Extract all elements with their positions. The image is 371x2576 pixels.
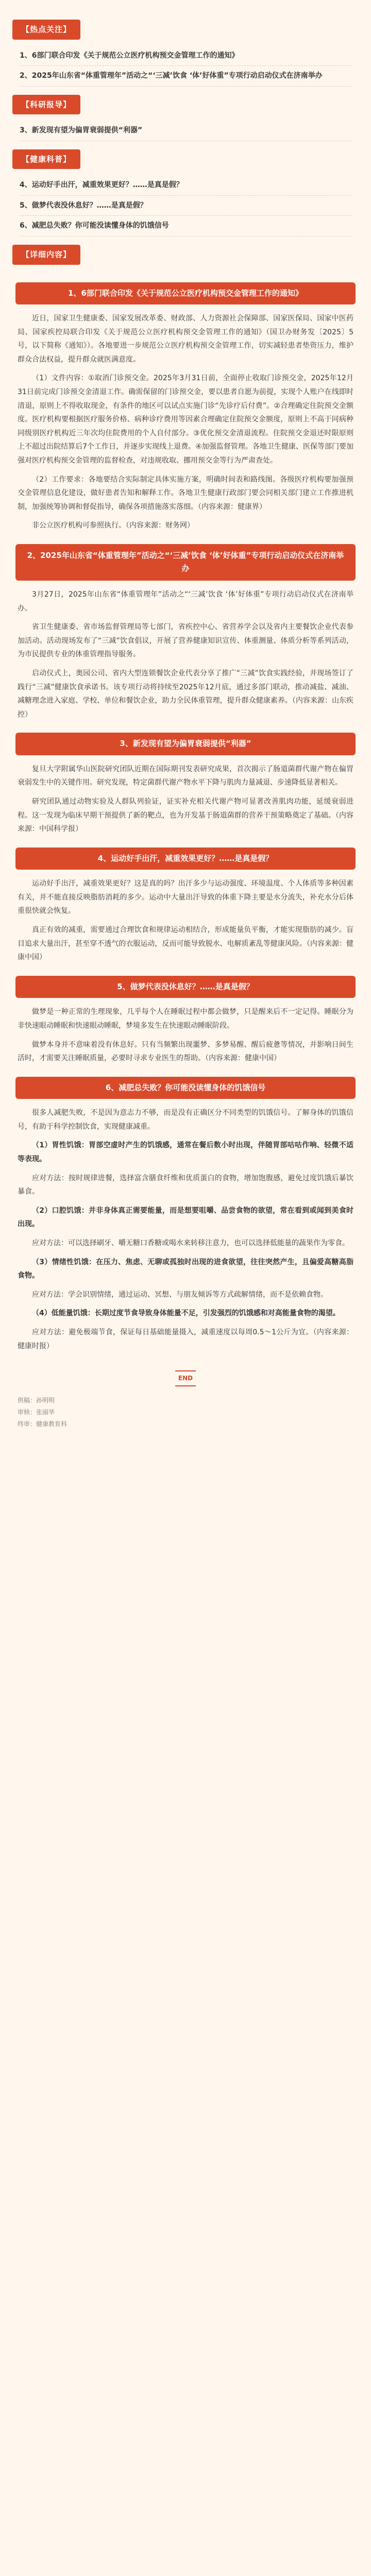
footer-line: 终审：健康教育科 [18, 1420, 68, 1428]
footer [12, 1370, 359, 1430]
article-paragraph: 应对方法：学会识别情绪，通过运动、冥想、与朋友倾诉等方式疏解情绪，而不是依赖食物。 [32, 1290, 328, 1299]
article-3 [12, 733, 359, 836]
hot-list [12, 46, 359, 87]
health-section [12, 144, 359, 236]
footer-line: 供稿：孙明明 [18, 1396, 55, 1404]
article-paragraph: 启动仪式上，奥园公司、省内大型连锁餐饮企业代表分享了推广“三减”饮食实践经验，并现场签订了践行“三减”健康饮食承诺书。该专项行动将持续至2025年12月底，通过多部门联动，推动减盐、减油、减糖理念进入家庭、学校、单位和餐饮企业，助力全民体重管理，提升群众健康素养。（内容来源：山东疾控） [18, 669, 353, 719]
toc-item-6[interactable]: 6、减肥总失败？你可能没读懂身体的饥饿信号 [20, 216, 351, 236]
article-paragraph: 运动好手出汗，减重效果更好？这是真的吗？出汗多少与运动强度、环境温度、个人体质等多种因素有关，并不能直接反映脂肪消耗的多少。运动中大量出汗导致的体重下降主要是水分流失，补充水分后体重很快就会恢复。 [18, 879, 353, 916]
article-title: 4、运动好手出汗，减重效果更好？……是真是假？ [15, 848, 356, 870]
article-2 [12, 544, 359, 721]
article-6 [12, 1077, 359, 1353]
article-paragraph: 应对方法：避免极端节食，保证每日基础能量摄入，减重速度以每周0.5～1公斤为宜。（内容来源：健康时报） [18, 1328, 353, 1350]
article-paragraph: 研究团队通过动物实验及人群队列验证，证实补充相关代谢产物可显著改善肌肉功能，延缓衰弱进程。这一发现为临床早期干预提供了新的靶点，也为开发基于肠道菌群的营养干预策略奠定了基础。（内容来源：中国科学报） [18, 798, 353, 834]
article-paragraph: 很多人减肥失败，不是因为意志力不够，而是没有正确区分不同类型的饥饿信号。了解身体的饥饿信号，有助于科学控制饮食，实现健康减重。 [18, 1109, 353, 1131]
toc-item-4[interactable]: 4、运动好手出汗，减重效果更好？……是真是假？ [20, 175, 351, 196]
article-paragraph: （2）工作要求：各地要结合实际制定具体实施方案，明确时间表和路线图。各级医疗机构要加强预交金管理信息化建设，做好患者告知和解释工作。各地卫生健康行政部门要会同相关部门建立工作推进机制，加强统筹协调和督促指导，确保各项措施落实落细。（内容来源：健康界） [18, 475, 353, 511]
article-title: 1、6部门联合印发《关于规范公立医疗机构预交金管理工作的通知》 [15, 282, 356, 305]
article-paragraph: （2）口腔饥饿：并非身体真正需要能量，而是想要咀嚼、品尝食物的欲望，常在看到或闻到美食时出现。 [18, 1206, 353, 1229]
article-paragraph: 近日，国家卫生健康委、国家发展改革委、财政部、人力资源社会保障部、国家医保局、国家中医药局、国家疾控局联合印发《关于规范公立医疗机构预交金管理工作的通知》（国卫办财务发〔2025〕5号，以下简称《通知》）。各地要进一步规范公立医疗机构预交金管理工作，切实减轻患者垫资压力，维护群众合法权益，提升群众就医满意度。 [18, 314, 353, 364]
article-title: 6、减肥总失败？你可能没读懂身体的饥饿信号 [15, 1077, 356, 1099]
section-tag-health: 【健康科普】 [12, 149, 80, 170]
science-list [12, 121, 359, 141]
article-paragraph: （1）文件内容：①取消门诊预交金。2025年3月31日前，全面停止收取门诊预交金，2025年12月31日前完成门诊预交金清退工作。确需保留的门诊预交金，要以患者自愿为前提，实现个人账户在线即时清退，原则上不得收取现金，有条件的地区可以试点实施门诊“先诊疗后付费”。②合理确定住院预交金额度。医疗机构要根据医疗服务价格、病种诊疗费用等因素合理确定住院预交金额度，原则上不高于同病种同级别医疗机构近三年次均住院费用的个人自付部分。③优化预交金清退流程。住院预交金退还时限原则上不超过出院结算后7个工作日，并逐步实现线上退费。④加强监督管理。各地卫生健康、医保等部门要加强对医疗机构预交金管理的监督检查，对违规收取、挪用预交金等行为严肃查处。 [18, 374, 353, 465]
hot-section [12, 14, 359, 87]
article-title: 2、2025年山东省“体重管理年”活动之“‘三减’饮食 ‘体’好体重”专项行动启动仪式在济南举办 [15, 544, 356, 581]
article-paragraph: 应对方法：可以选择刷牙、嚼无糖口香糖或喝水来转移注意力，也可以选择低能量的蔬果作为零食。 [32, 1239, 349, 1247]
article-paragraph: 做梦是一种正常的生理现象，几乎每个人在睡眠过程中都会做梦，只是醒来后不一定记得。睡眠分为非快速眼动睡眠和快速眼动睡眠，梦境多发生在快速眼动睡眠阶段。 [18, 1008, 353, 1030]
toc-item-5[interactable]: 5、做梦代表没休息好？……是真是假？ [20, 196, 351, 216]
article-paragraph: 非公立医疗机构可参照执行。（内容来源：财务网） [32, 521, 194, 530]
article-paragraph: 应对方法：按时规律进餐，选择富含膳食纤维和优质蛋白的食物，增加饱腹感，避免过度饥饿后暴饮暴食。 [18, 1174, 353, 1196]
section-tag-detail: 【详细内容】 [12, 245, 80, 265]
article-paragraph: 复旦大学附属华山医院研究团队近期在国际期刊发表研究成果，首次揭示了肠道菌群代谢产物在偏胃衰弱发生中的关键作用。研究发现，特定菌群代谢产物水平下降与肌肉力量减退、步速降低显著相关。 [18, 765, 353, 787]
end-mark: END [175, 1370, 196, 1386]
article-paragraph: （3）情绪性饥饿：在压力、焦虑、无聊或孤独时出现的进食欲望，往往突然产生，且偏爱高糖高脂食物。 [18, 1258, 353, 1280]
section-tag-hot: 【热点关注】 [12, 20, 80, 40]
toc-item-1[interactable]: 1、6部门联合印发《关于规范公立医疗机构预交金管理工作的通知》 [20, 46, 351, 66]
footer-line: 审核：张丽华 [18, 1408, 55, 1416]
article-5 [12, 976, 359, 1065]
article-1 [12, 282, 359, 533]
science-section [12, 90, 359, 141]
article-paragraph: （4）低能量饥饿：长期过度节食导致身体能量不足，引发强烈的饥饿感和对高能量食物的渴望。 [32, 1309, 340, 1318]
toc-item-2[interactable]: 2、2025年山东省“体重管理年”活动之“‘三减’饮食 ‘体’好体重”专项行动启动仪式在济南举办 [20, 66, 351, 87]
article-4 [12, 848, 359, 964]
article-title: 5、做梦代表没休息好？……是真是假？ [15, 976, 356, 998]
article-paragraph: 做梦本身并不意味着没有休息好。只有当频繁出现噩梦、多梦易醒、醒后疲惫等情况，并影响日间生活时，才需要关注睡眠质量，必要时寻求专业医生的帮助。（内容来源：健康中国） [18, 1040, 353, 1063]
article-paragraph: （1）胃性饥饿：胃部空虚时产生的饥饿感，通常在餐后数小时出现，伴随胃部咕咕作响、轻微不适等表现。 [18, 1141, 353, 1163]
article-paragraph: 真正有效的减重，需要通过合理饮食和规律运动相结合，形成能量负平衡，才能实现脂肪的减少。盲目追求大量出汗，甚至穿不透气的衣服运动，反而可能导致脱水、电解质紊乱等健康风险。（内容来源：健康中国） [18, 926, 353, 962]
health-list [12, 175, 359, 236]
toc-item-3[interactable]: 3、新发现有望为偏胃衰弱提供“利器” [20, 121, 351, 141]
article-paragraph: 省卫生健康委、省市场监督管理局等七部门，省疾控中心、省营养学会以及省内主要餐饮企业代表参加活动。活动现场发布了“三减”饮食倡议，开展了营养健康知识宣传、体重测量、体质分析等系列活动，为市民提供专业的体重管理指导服务。 [18, 623, 353, 659]
article-title: 3、新发现有望为偏胃衰弱提供“利器” [15, 733, 356, 755]
article-paragraph: 3月27日，2025年山东省“体重管理年”活动之“‘三减’饮食 ‘体’好体重”专项行动启动仪式在济南举办。 [18, 590, 353, 613]
section-tag-science: 【科研报导】 [12, 95, 80, 115]
